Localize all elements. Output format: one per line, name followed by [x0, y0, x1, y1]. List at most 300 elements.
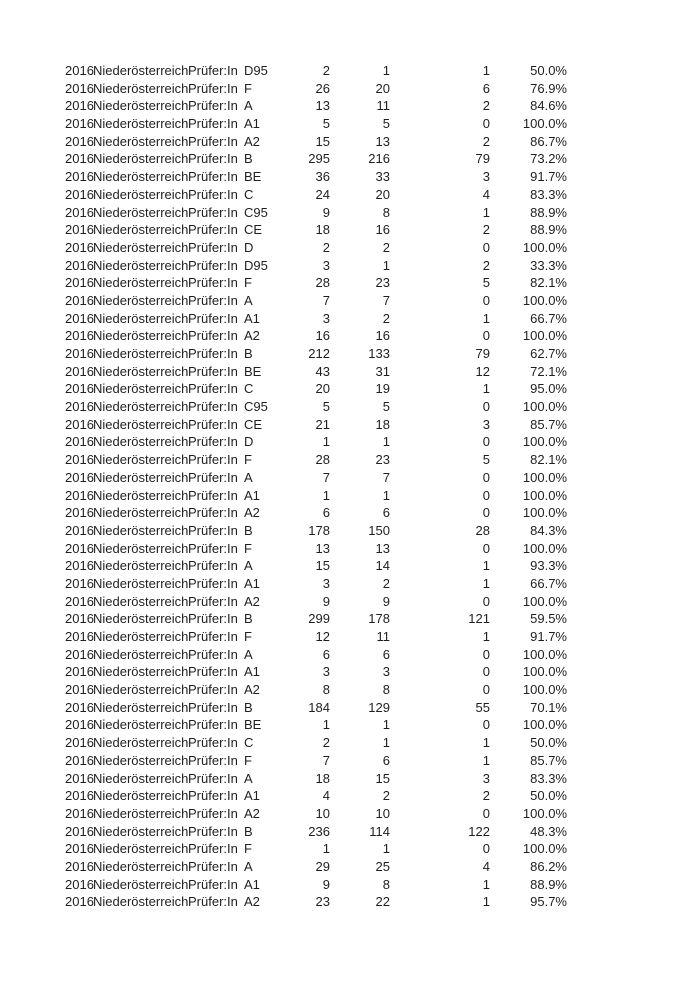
table-row [0, 168, 567, 186]
year-cell: 2016 [65, 876, 94, 892]
year-cell: 2016 [65, 310, 94, 326]
total-cell: 6 [322, 505, 330, 521]
pass-rate-cell: 66.7% [530, 310, 567, 326]
table-row [0, 327, 567, 345]
total-cell: 18 [315, 222, 330, 238]
total-cell: 178 [308, 522, 330, 538]
passed-cell: 1 [382, 434, 390, 450]
passed-cell: 16 [375, 222, 390, 238]
year-cell: 2016 [65, 63, 94, 78]
failed-cell: 1 [482, 310, 490, 326]
year-cell: 2016 [65, 222, 94, 238]
region-cell: Niederösterreich [93, 770, 189, 786]
category-cell: A [244, 558, 253, 574]
year-cell: 2016 [65, 469, 94, 485]
year-cell: 2016 [65, 133, 94, 149]
examiner-cell: Prüfer:In [188, 257, 238, 273]
examiner-cell: Prüfer:In [188, 646, 238, 662]
pass-rate-cell: 50.0% [530, 63, 567, 78]
region-cell: Niederösterreich [93, 487, 189, 503]
pass-rate-cell: 100.0% [522, 116, 567, 132]
year-cell: 2016 [65, 558, 94, 574]
year-cell: 2016 [65, 699, 94, 715]
passed-cell: 1 [382, 63, 390, 78]
category-cell: C [244, 381, 254, 397]
region-cell: Niederösterreich [93, 310, 189, 326]
pass-rate-cell: 91.7% [530, 169, 567, 185]
examiner-cell: Prüfer:In [188, 894, 238, 910]
year-cell: 2016 [65, 275, 94, 291]
pass-rate-cell: 85.7% [530, 752, 567, 768]
passed-cell: 8 [382, 876, 390, 892]
total-cell: 7 [322, 752, 330, 768]
table-row [0, 646, 567, 664]
year-cell: 2016 [65, 664, 94, 680]
failed-cell: 0 [482, 434, 490, 450]
table-row [0, 575, 567, 593]
table-row [0, 97, 567, 115]
pass-rate-cell: 100.0% [522, 593, 567, 609]
passed-cell: 15 [375, 770, 390, 786]
region-cell: Niederösterreich [93, 611, 189, 627]
examiner-cell: Prüfer:In [188, 63, 238, 78]
year-cell: 2016 [65, 682, 94, 698]
table-row [0, 557, 567, 575]
year-cell: 2016 [65, 717, 94, 733]
year-cell: 2016 [65, 752, 94, 768]
examiner-cell: Prüfer:In [188, 735, 238, 751]
pass-rate-cell: 95.0% [530, 381, 567, 397]
region-cell: Niederösterreich [93, 257, 189, 273]
failed-cell: 1 [482, 876, 490, 892]
category-cell: A [244, 292, 253, 308]
region-cell: Niederösterreich [93, 346, 189, 361]
passed-cell: 6 [382, 505, 390, 521]
examiner-cell: Prüfer:In [188, 381, 238, 397]
failed-cell: 28 [475, 522, 490, 538]
table-row [0, 62, 567, 80]
pass-rate-cell: 100.0% [522, 646, 567, 662]
pass-rate-cell: 88.9% [530, 204, 567, 220]
failed-cell: 55 [475, 699, 490, 715]
failed-cell: 2 [482, 788, 490, 804]
category-cell: D [244, 434, 254, 450]
examiner-cell: Prüfer:In [188, 876, 238, 892]
region-cell: Niederösterreich [93, 222, 189, 238]
region-cell: Niederösterreich [93, 151, 189, 167]
passed-cell: 2 [382, 310, 390, 326]
total-cell: 1 [322, 434, 330, 450]
region-cell: Niederösterreich [93, 629, 189, 644]
region-cell: Niederösterreich [93, 469, 189, 485]
failed-cell: 0 [482, 116, 490, 132]
pass-rate-cell: 100.0% [522, 239, 567, 255]
total-cell: 9 [322, 204, 330, 220]
year-cell: 2016 [65, 434, 94, 450]
category-cell: A1 [244, 575, 260, 591]
failed-cell: 0 [482, 487, 490, 503]
table-row [0, 115, 567, 133]
total-cell: 2 [322, 735, 330, 751]
pass-rate-cell: 82.1% [530, 275, 567, 291]
category-cell: F [244, 540, 252, 556]
pass-rate-cell: 48.3% [530, 823, 567, 839]
category-cell: F [244, 80, 252, 96]
examiner-cell: Prüfer:In [188, 699, 238, 715]
pass-rate-cell: 62.7% [530, 346, 567, 361]
examiner-cell: Prüfer:In [188, 611, 238, 627]
year-cell: 2016 [65, 858, 94, 874]
table-row [0, 540, 567, 558]
category-cell: A [244, 858, 253, 874]
pass-rate-cell: 66.7% [530, 575, 567, 591]
category-cell: B [244, 522, 253, 538]
total-cell: 5 [322, 116, 330, 132]
examiner-cell: Prüfer:In [188, 275, 238, 291]
pass-rate-cell: 100.0% [522, 434, 567, 450]
category-cell: D95 [244, 63, 268, 78]
total-cell: 9 [322, 876, 330, 892]
pass-rate-cell: 100.0% [522, 540, 567, 556]
failed-cell: 2 [482, 133, 490, 149]
examiner-cell: Prüfer:In [188, 239, 238, 255]
failed-cell: 0 [482, 540, 490, 556]
category-cell: A2 [244, 593, 260, 609]
pass-rate-cell: 88.9% [530, 876, 567, 892]
examiner-cell: Prüfer:In [188, 80, 238, 96]
total-cell: 26 [315, 80, 330, 96]
passed-cell: 19 [375, 381, 390, 397]
failed-cell: 0 [482, 664, 490, 680]
region-cell: Niederösterreich [93, 186, 189, 202]
table-row [0, 363, 567, 381]
pass-rate-cell: 50.0% [530, 735, 567, 751]
year-cell: 2016 [65, 399, 94, 415]
examiner-cell: Prüfer:In [188, 558, 238, 574]
year-cell: 2016 [65, 186, 94, 202]
category-cell: A2 [244, 328, 260, 344]
passed-cell: 5 [382, 399, 390, 415]
passed-cell: 33 [375, 169, 390, 185]
category-cell: BE [244, 717, 262, 733]
pass-rate-cell: 84.6% [530, 98, 567, 114]
year-cell: 2016 [65, 151, 94, 167]
region-cell: Niederösterreich [93, 575, 189, 591]
year-cell: 2016 [65, 116, 94, 132]
region-cell: Niederösterreich [93, 858, 189, 874]
failed-cell: 79 [475, 346, 490, 361]
failed-cell: 0 [482, 469, 490, 485]
total-cell: 7 [322, 469, 330, 485]
passed-cell: 8 [382, 204, 390, 220]
total-cell: 3 [322, 664, 330, 680]
examiner-cell: Prüfer:In [188, 805, 238, 821]
year-cell: 2016 [65, 328, 94, 344]
passed-cell: 7 [382, 469, 390, 485]
total-cell: 1 [322, 717, 330, 733]
pass-rate-cell: 88.9% [530, 222, 567, 238]
examiner-cell: Prüfer:In [188, 363, 238, 379]
category-cell: F [244, 275, 252, 291]
category-cell: A [244, 646, 253, 662]
pass-rate-cell: 100.0% [522, 399, 567, 415]
failed-cell: 1 [482, 204, 490, 220]
table-row [0, 716, 567, 734]
failed-cell: 6 [482, 80, 490, 96]
examiner-cell: Prüfer:In [188, 116, 238, 132]
passed-cell: 22 [375, 894, 390, 910]
pass-rate-cell: 59.5% [530, 611, 567, 627]
failed-cell: 0 [482, 717, 490, 733]
failed-cell: 3 [482, 416, 490, 432]
examiner-cell: Prüfer:In [188, 452, 238, 468]
passed-cell: 133 [368, 346, 390, 361]
examiner-cell: Prüfer:In [188, 858, 238, 874]
year-cell: 2016 [65, 239, 94, 255]
total-cell: 9 [322, 593, 330, 609]
failed-cell: 0 [482, 239, 490, 255]
failed-cell: 1 [482, 735, 490, 751]
pass-rate-cell: 86.7% [530, 133, 567, 149]
table-row [0, 416, 567, 434]
total-cell: 2 [322, 63, 330, 78]
passed-cell: 7 [382, 292, 390, 308]
failed-cell: 0 [482, 805, 490, 821]
year-cell: 2016 [65, 98, 94, 114]
examiner-cell: Prüfer:In [188, 469, 238, 485]
region-cell: Niederösterreich [93, 823, 189, 839]
passed-cell: 13 [375, 133, 390, 149]
category-cell: D95 [244, 257, 268, 273]
failed-cell: 1 [482, 63, 490, 78]
examiner-cell: Prüfer:In [188, 151, 238, 167]
year-cell: 2016 [65, 452, 94, 468]
total-cell: 21 [315, 416, 330, 432]
pass-rate-cell: 100.0% [522, 487, 567, 503]
table-row [0, 204, 567, 222]
region-cell: Niederösterreich [93, 452, 189, 468]
passed-cell: 216 [368, 151, 390, 167]
passed-cell: 11 [376, 98, 390, 114]
examiner-cell: Prüfer:In [188, 98, 238, 114]
passed-cell: 178 [368, 611, 390, 627]
total-cell: 29 [315, 858, 330, 874]
total-cell: 7 [322, 292, 330, 308]
category-cell: A1 [244, 116, 260, 132]
total-cell: 8 [322, 682, 330, 698]
total-cell: 1 [322, 841, 330, 857]
category-cell: BE [244, 169, 262, 185]
table-row [0, 398, 567, 416]
pass-rate-cell: 100.0% [522, 841, 567, 857]
region-cell: Niederösterreich [93, 593, 189, 609]
examiner-cell: Prüfer:In [188, 346, 238, 361]
pass-rate-cell: 50.0% [530, 788, 567, 804]
region-cell: Niederösterreich [93, 363, 189, 379]
failed-cell: 0 [482, 328, 490, 344]
category-cell: F [244, 629, 252, 644]
category-cell: A1 [244, 788, 260, 804]
region-cell: Niederösterreich [93, 699, 189, 715]
table-row [0, 593, 567, 611]
passed-cell: 114 [369, 823, 390, 839]
region-cell: Niederösterreich [93, 63, 189, 78]
pass-rate-cell: 86.2% [530, 858, 567, 874]
passed-cell: 129 [368, 699, 390, 715]
total-cell: 13 [315, 540, 330, 556]
table-row [0, 504, 567, 522]
examiner-cell: Prüfer:In [188, 841, 238, 857]
total-cell: 4 [322, 788, 330, 804]
failed-cell: 1 [482, 894, 490, 910]
region-cell: Niederösterreich [93, 682, 189, 698]
pass-rate-cell: 100.0% [522, 717, 567, 733]
category-cell: F [244, 841, 252, 857]
examiner-cell: Prüfer:In [188, 310, 238, 326]
examiner-cell: Prüfer:In [188, 434, 238, 450]
examiner-cell: Prüfer:In [188, 186, 238, 202]
total-cell: 28 [315, 452, 330, 468]
failed-cell: 0 [482, 841, 490, 857]
pass-rate-cell: 91.7% [530, 629, 567, 644]
failed-cell: 4 [482, 858, 490, 874]
category-cell: A2 [244, 894, 260, 910]
table-row [0, 380, 567, 398]
year-cell: 2016 [65, 416, 94, 432]
failed-cell: 0 [482, 292, 490, 308]
failed-cell: 0 [482, 593, 490, 609]
year-cell: 2016 [65, 593, 94, 609]
table-row [0, 805, 567, 823]
category-cell: F [244, 452, 252, 468]
failed-cell: 121 [468, 611, 490, 627]
pass-rate-cell: 100.0% [522, 505, 567, 521]
region-cell: Niederösterreich [93, 133, 189, 149]
region-cell: Niederösterreich [93, 434, 189, 450]
pass-rate-cell: 100.0% [522, 328, 567, 344]
pass-rate-cell: 83.3% [530, 186, 567, 202]
failed-cell: 1 [482, 752, 490, 768]
passed-cell: 1 [382, 487, 390, 503]
passed-cell: 10 [375, 805, 390, 821]
year-cell: 2016 [65, 841, 94, 857]
category-cell: A2 [244, 505, 260, 521]
passed-cell: 14 [375, 558, 390, 574]
year-cell: 2016 [65, 894, 94, 910]
region-cell: Niederösterreich [93, 558, 189, 574]
category-cell: A1 [244, 664, 260, 680]
year-cell: 2016 [65, 788, 94, 804]
region-cell: Niederösterreich [93, 646, 189, 662]
table-row [0, 681, 567, 699]
passed-cell: 11 [376, 629, 390, 644]
pass-rate-cell: 100.0% [522, 469, 567, 485]
passed-cell: 1 [382, 841, 390, 857]
region-cell: Niederösterreich [93, 735, 189, 751]
total-cell: 24 [315, 186, 330, 202]
failed-cell: 0 [482, 399, 490, 415]
total-cell: 295 [308, 151, 330, 167]
pass-rate-cell: 72.1% [530, 363, 567, 379]
table-row [0, 628, 567, 646]
pass-rate-cell: 100.0% [522, 292, 567, 308]
total-cell: 18 [315, 770, 330, 786]
year-cell: 2016 [65, 257, 94, 273]
year-cell: 2016 [65, 522, 94, 538]
passed-cell: 31 [375, 363, 390, 379]
failed-cell: 0 [482, 682, 490, 698]
passed-cell: 2 [382, 575, 390, 591]
pass-rate-cell: 93.3% [530, 558, 567, 574]
examiner-cell: Prüfer:In [188, 522, 238, 538]
category-cell: C95 [244, 204, 268, 220]
table-row [0, 433, 567, 451]
category-cell: CE [244, 416, 263, 432]
total-cell: 299 [308, 611, 330, 627]
category-cell: A1 [244, 876, 260, 892]
examiner-cell: Prüfer:In [188, 399, 238, 415]
year-cell: 2016 [65, 346, 94, 361]
table-row [0, 310, 567, 328]
examiner-cell: Prüfer:In [188, 505, 238, 521]
total-cell: 36 [315, 169, 330, 185]
region-cell: Niederösterreich [93, 116, 189, 132]
exam-statistics-table [0, 62, 567, 911]
passed-cell: 6 [382, 752, 390, 768]
table-row [0, 893, 567, 911]
total-cell: 236 [308, 823, 330, 839]
table-row [0, 823, 567, 841]
passed-cell: 5 [382, 116, 390, 132]
table-row [0, 257, 567, 275]
table-row [0, 840, 567, 858]
failed-cell: 4 [482, 186, 490, 202]
year-cell: 2016 [65, 487, 94, 503]
region-cell: Niederösterreich [93, 894, 189, 910]
category-cell: BE [244, 363, 262, 379]
total-cell: 10 [315, 805, 330, 821]
year-cell: 2016 [65, 381, 94, 397]
year-cell: 2016 [65, 204, 94, 220]
examiner-cell: Prüfer:In [188, 823, 238, 839]
table-row [0, 663, 567, 681]
passed-cell: 6 [382, 646, 390, 662]
pass-rate-cell: 84.3% [530, 522, 567, 538]
region-cell: Niederösterreich [93, 416, 189, 432]
failed-cell: 1 [482, 381, 490, 397]
region-cell: Niederösterreich [93, 98, 189, 114]
category-cell: B [244, 699, 253, 715]
year-cell: 2016 [65, 80, 94, 96]
examiner-cell: Prüfer:In [188, 717, 238, 733]
passed-cell: 23 [375, 275, 390, 291]
category-cell: CE [244, 222, 263, 238]
year-cell: 2016 [65, 363, 94, 379]
total-cell: 6 [322, 646, 330, 662]
examiner-cell: Prüfer:In [188, 416, 238, 432]
table-row [0, 133, 567, 151]
table-row [0, 487, 567, 505]
failed-cell: 12 [475, 363, 490, 379]
table-row [0, 274, 567, 292]
total-cell: 13 [315, 98, 330, 114]
table-row [0, 770, 567, 788]
category-cell: C95 [244, 399, 268, 415]
region-cell: Niederösterreich [93, 292, 189, 308]
examiner-cell: Prüfer:In [188, 204, 238, 220]
examiner-cell: Prüfer:In [188, 292, 238, 308]
pass-rate-cell: 100.0% [522, 682, 567, 698]
